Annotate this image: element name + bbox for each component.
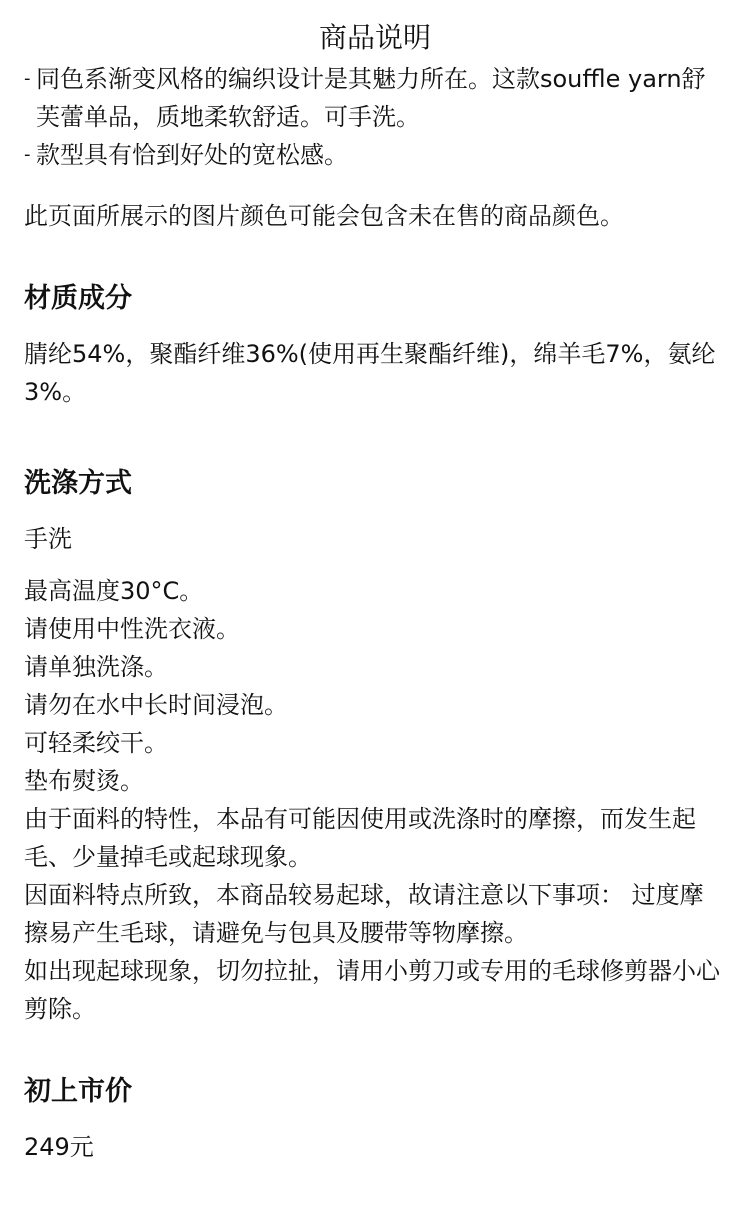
description-bullets — [24, 60, 726, 174]
washing-instruction: 如出现起球现象，切勿拉扯，请用小剪刀或专用的毛球修剪器小心剪除。 — [24, 957, 720, 1023]
washing-instruction: 最高温度30°C。 — [24, 577, 204, 605]
page-title: 商品说明 — [318, 21, 431, 54]
price-heading: 初上市价 — [24, 1076, 132, 1107]
washing-instruction: 请勿在水中长时间浸泡。 — [24, 691, 288, 719]
bullet-text: 款型具有恰到好处的宽松感。 — [36, 141, 348, 169]
bullet-marker: - — [24, 68, 31, 89]
washing-instruction: 请使用中性洗衣液。 — [24, 615, 240, 643]
washing-instructions — [24, 572, 726, 1028]
color-note: 此页面所展示的图片颜色可能会包含未在售的商品颜色。 — [24, 202, 624, 230]
washing-heading: 洗涤方式 — [24, 468, 132, 499]
washing-instruction: 请单独洗涤。 — [24, 653, 168, 681]
washing-instruction: 可轻柔绞干。 — [24, 729, 168, 757]
bullet-marker: - — [24, 144, 31, 165]
description-bullet — [24, 60, 726, 136]
washing-instruction: 由于面料的特性，本品有可能因使用或洗涤时的摩擦，而发生起毛、少量掉毛或起球现象。 — [24, 805, 696, 871]
material-heading: 材质成分 — [24, 283, 132, 314]
bullet-text: 同色系渐变风格的编织设计是其魅力所在。这款souffle yarn舒芙蕾单品，质地柔软舒适。可手洗。 — [36, 65, 706, 131]
price-value: 249元 — [24, 1133, 94, 1161]
washing-method: 手洗 — [24, 525, 72, 553]
washing-instruction: 因面料特点所致，本商品较易起球，故请注意以下事项： 过度摩擦易产生毛球，请避免与包具及腰带等物摩擦。 — [24, 881, 704, 947]
washing-instruction: 垫布熨烫。 — [24, 767, 144, 795]
material-text: 腈纶54%，聚酯纤维36%(使用再生聚酯纤维)，绵羊毛7%，氨纶3%。 — [24, 340, 716, 406]
description-bullet — [24, 136, 726, 174]
